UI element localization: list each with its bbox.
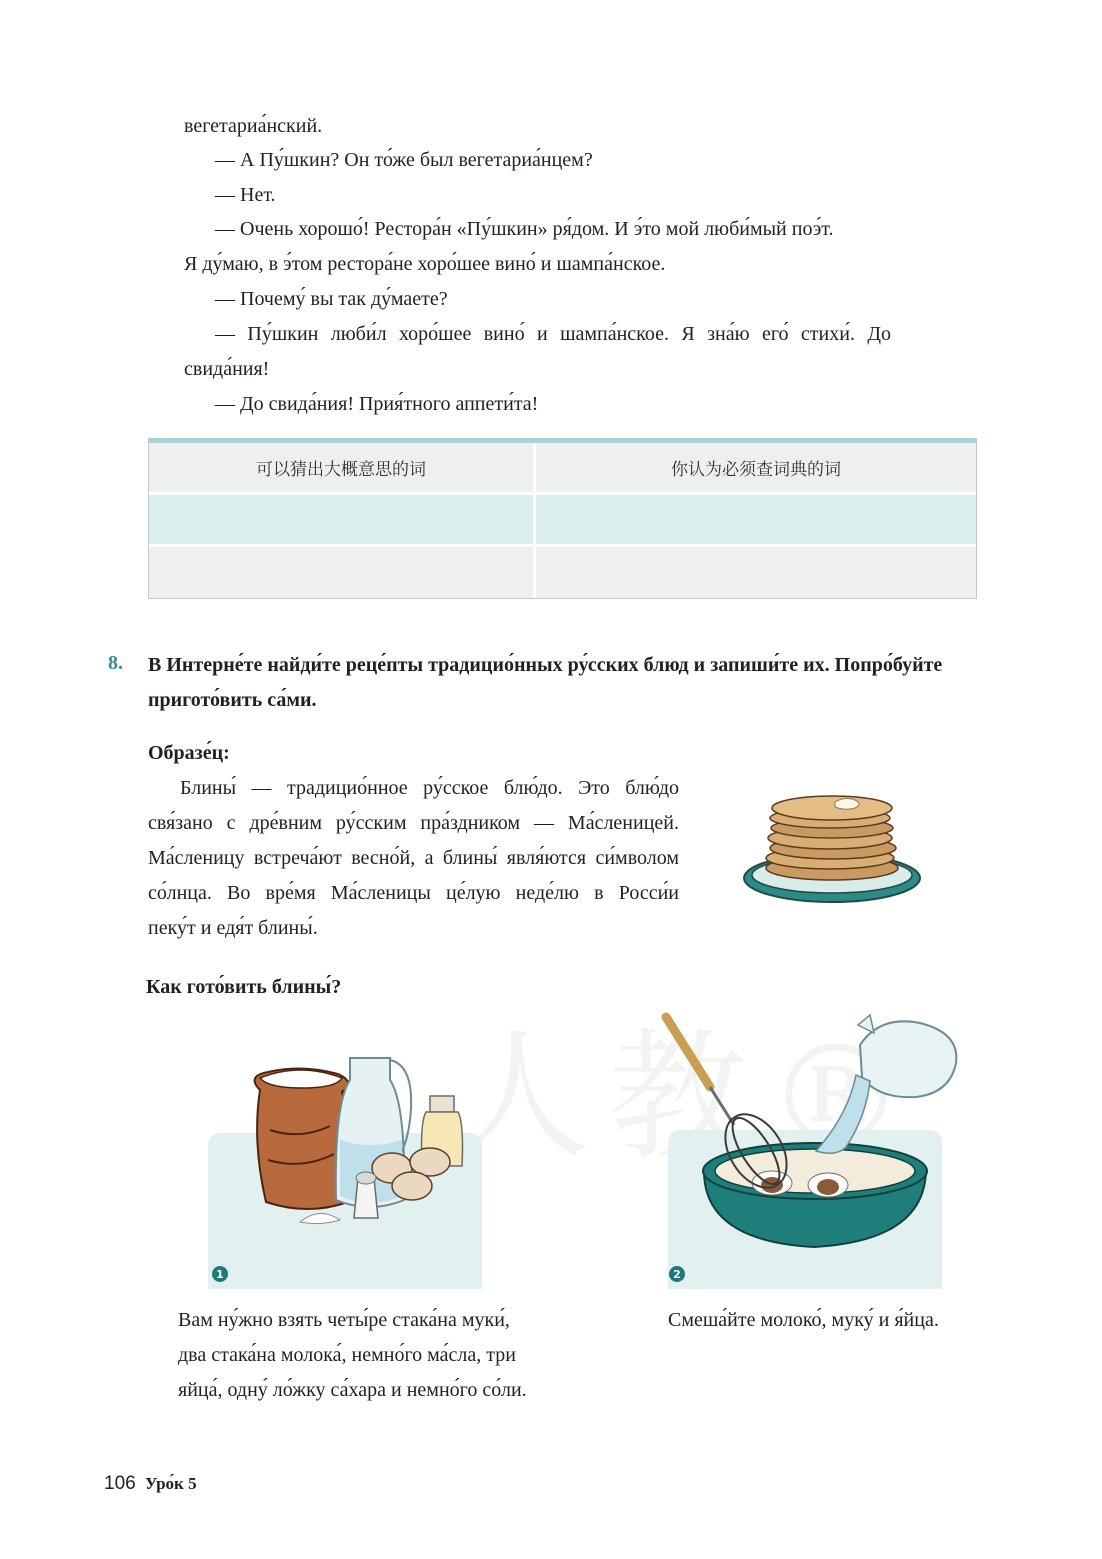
dialogue-line: вегетариа́нский. — [184, 115, 323, 137]
sample-line: Блины́ — традицио́нное ру́сское блю́до. Это блю́до — [180, 777, 679, 799]
vocab-col2-header: 你认为必须查词典的词 — [536, 443, 976, 492]
step1-text: яйца́, одну́ ло́жку са́хара и немно́го со́ли. — [178, 1379, 527, 1401]
dialogue-line: — Нет. — [215, 184, 276, 206]
lesson-label: Уро́к 5 — [145, 1474, 197, 1493]
step1-text: два стака́на молока́, немно́го ма́сла, три — [178, 1344, 516, 1366]
step1-text: Вам ну́жно взять четы́ре стака́на муки́, — [178, 1309, 510, 1331]
sample-line: пеку́т и едя́т блины́. — [148, 917, 318, 939]
dialogue-line: — Пу́шкин люби́л хоро́шее вино́ и шампа́нское. Я зна́ю его́ стихи́. До — [215, 323, 891, 345]
task-number: 8. — [108, 652, 123, 674]
dialogue-line: свида́ния! — [184, 358, 270, 380]
vocab-table — [148, 438, 977, 599]
vocab-cell[interactable] — [149, 547, 533, 598]
dialogue-line: — Почему́ вы так ду́маете? — [215, 288, 448, 310]
dialogue-line: — А Пу́шкин? Он то́же был вегетариа́нцем? — [215, 149, 593, 171]
sample-line: свя́зано с дре́вним ру́сским пра́здником — Ма́сленицей. — [148, 812, 679, 834]
mixing-illustration — [660, 1005, 970, 1255]
vocab-col1-header: 可以猜出大概意思的词 — [149, 443, 533, 492]
dialogue-line: — До свида́ния! Прия́тного аппети́та! — [215, 393, 539, 415]
vocab-cell[interactable] — [536, 495, 976, 544]
sample-label: Образе́ц: — [148, 742, 230, 764]
vocab-cell[interactable] — [536, 547, 976, 598]
dialogue-line: Я ду́маю, в э́том рестора́не хоро́шее вино́ и шампа́нское. — [184, 253, 666, 275]
ingredients-illustration — [240, 1040, 475, 1235]
dialogue-line: — Очень хорошо́! Рестора́н «Пу́шкин» ря́дом. И э́то мой люби́мый поэ́т. — [215, 218, 834, 240]
step1-marker: 1 — [212, 1266, 228, 1282]
sample-line: со́лнца. Во вре́мя Ма́сленицы це́лую неде́лю в Росси́и — [148, 882, 679, 904]
task-text: В Интерне́те найди́те реце́пты традицио́нных ру́сских блюд и запиши́те их. Попро́буйте — [148, 654, 943, 676]
step2-text: Смеша́йте молоко́, муку́ и я́йца. — [668, 1309, 939, 1331]
pancakes-illustration — [740, 778, 925, 908]
vocab-cell[interactable] — [149, 495, 533, 544]
page-number: 106 — [104, 1473, 136, 1494]
step2-marker: 2 — [669, 1266, 685, 1282]
sample-line: Ма́сленицу встреча́ют весно́й, а блины́ явля́ются си́мволом — [148, 847, 679, 869]
recipe-heading: Как гото́вить блины́? — [146, 976, 342, 998]
task-text: пригото́вить са́ми. — [148, 689, 317, 711]
